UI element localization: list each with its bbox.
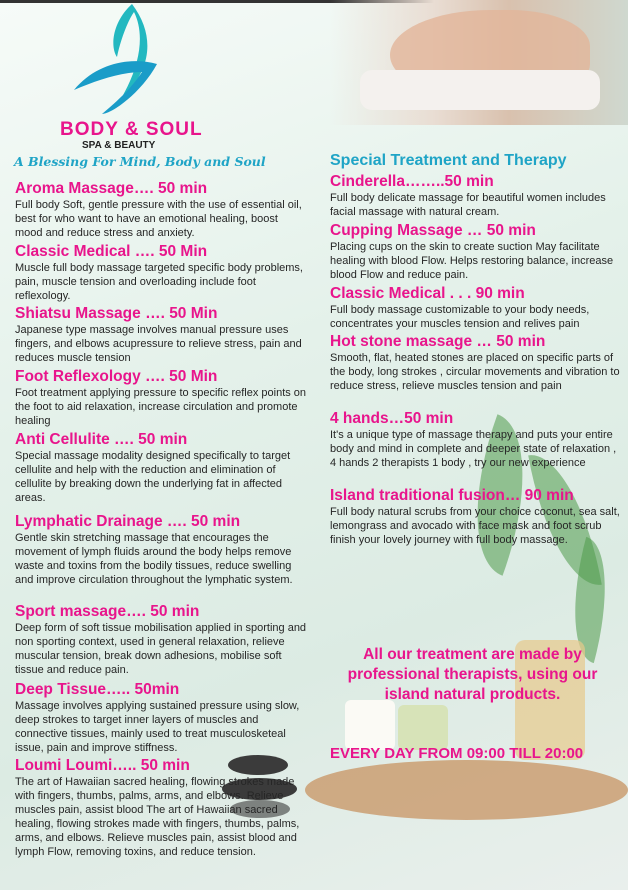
treatment-title: Deep Tissue….. 50min: [15, 681, 180, 698]
brand-name: BODY & SOUL: [60, 119, 203, 140]
treatment-description: It's a unique type of massage therapy and puts your entire body and mind in complete and deeper state of relaxation , 4 hands 2 therapists 1 body , try our new experience: [330, 429, 617, 469]
treatment-title: Loumi Loumi….. 50 min: [15, 757, 190, 774]
treatment-description: Gentle skin stretching massage that encourages the movement of lymph fluids around the body helps remove waste and toxins from the bodily tissues, reduce swelling and improve circulation throughout the lymphatic system.: [15, 532, 293, 586]
treatment-item: [15, 368, 307, 428]
treatment-title: Anti Cellulite …. 50 min: [15, 431, 188, 448]
treatment-description: Full body Soft, gentle pressure with the use of essential oil, best for who want to have an emotional healing, boost mood and reduce stress and anxiety.: [15, 199, 302, 239]
brand-subtitle: SPA & BEAUTY: [82, 140, 156, 151]
treatment-description: Smooth, flat, heated stones are placed on specific parts of the body, long strokes , circular movements and vibration to reduce stress, relieve muscles tension and pain: [330, 352, 620, 392]
treatment-description: Foot treatment applying pressure to specific reflex points on the foot to aid relaxation, increase circulation and promote healing: [15, 387, 307, 427]
treatment-item: [330, 410, 622, 470]
treatment-title: Island traditional fusion… 90 min: [330, 487, 574, 504]
treatment-title: Cinderella……..50 min: [330, 173, 494, 190]
butterfly-logo-icon: [72, 2, 182, 117]
treatment-description: Massage involves applying sustained pressure using slow, deep strokes to target inner layers of muscles and connective tissues, mainly used to treat musculosketeal issue, pain and improve stiffness.: [15, 700, 300, 754]
footer-note: All our treatment are made by professional therapists, using our island natural products.: [347, 646, 598, 703]
treatment-title: Sport massage…. 50 min: [15, 603, 200, 620]
treatment-description: The art of Hawaiian sacred healing, flowing strokes made with fingers, thumbs, palms, arms, and elbows. Relieve muscles pain, assist blood The art of Hawaiian sacred healing, flowing strokes made with fingers, thumbs, palms, arms, and elbows. Relieve muscles pain, assist blood and lymph Flow, removing toxins, and reduce tension.: [15, 776, 300, 858]
treatment-description: Full body massage customizable to your body needs, concentrates your muscles tension and relives pain: [330, 304, 590, 330]
treatment-item: [15, 431, 307, 505]
treatment-item: [330, 222, 622, 282]
treatment-description: Japanese type massage involves manual pressure uses fingers, and elbows acupressure to relieve stress, pain and reduces muscle tension: [15, 324, 302, 364]
treatment-title: Aroma Massage…. 50 min: [15, 180, 208, 197]
special-heading: Special Treatment and Therapy: [330, 152, 567, 169]
treatment-item: [15, 757, 307, 859]
opening-hours: EVERY DAY FROM 09:00 TILL 20:00: [330, 745, 584, 762]
candle-image: [345, 700, 395, 750]
treatment-item: [15, 513, 307, 587]
treatment-title: Shiatsu Massage …. 50 Min: [15, 305, 218, 322]
treatment-description: Muscle full body massage targeted specific body problems, pain, muscle tension and overloading include foot reflexology.: [15, 262, 303, 302]
treatment-item: [330, 333, 622, 393]
treatment-title: Lymphatic Drainage …. 50 min: [15, 513, 241, 530]
treatment-item: [330, 285, 622, 331]
treatment-item: [15, 180, 307, 240]
tagline: A Blessing For Mind, Body and Soul: [14, 154, 266, 169]
treatment-item: [15, 603, 307, 677]
treatment-title: Cupping Massage … 50 min: [330, 222, 536, 239]
wooden-board-image: [305, 760, 628, 820]
treatment-title: Classic Medical …. 50 Min: [15, 243, 208, 260]
treatment-item: [15, 681, 307, 755]
treatment-description: Special massage modality designed specifically to target cellulite and help with the reduction and elimination of cellulite by breaking down the underlying fat in affected areas.: [15, 450, 291, 504]
treatment-item: [15, 243, 307, 303]
treatment-title: Foot Reflexology …. 50 Min: [15, 368, 218, 385]
treatment-description: Full body delicate massage for beautiful women includes facial massage with natural cream.: [330, 192, 606, 218]
treatment-description: Placing cups on the skin to create suction May facilitate healing with blood Flow. Helps restoring balance, increase blood Flow and reduce pain.: [330, 241, 614, 281]
treatment-description: Full body natural scrubs from your choice coconut, sea salt, lemongrass and avocado with face mask and foot scrub finish your lovely journey with full body massage.: [330, 506, 620, 546]
treatment-item: [15, 305, 307, 365]
treatment-title: Classic Medical . . . 90 min: [330, 285, 525, 302]
massage-photo: [330, 0, 628, 125]
towel-image: [360, 70, 600, 110]
treatment-title: Hot stone massage … 50 min: [330, 333, 546, 350]
treatment-item: [330, 173, 622, 219]
candle-image: [398, 705, 448, 750]
treatment-description: Deep form of soft tissue mobilisation applied in sporting and non sporting context, used in general relaxation, relieve muscular tension, break down adhesions, mobilise soft tissue and reduce pain.: [15, 622, 307, 676]
treatment-title: 4 hands…50 min: [330, 410, 454, 427]
treatment-item: [330, 487, 622, 547]
